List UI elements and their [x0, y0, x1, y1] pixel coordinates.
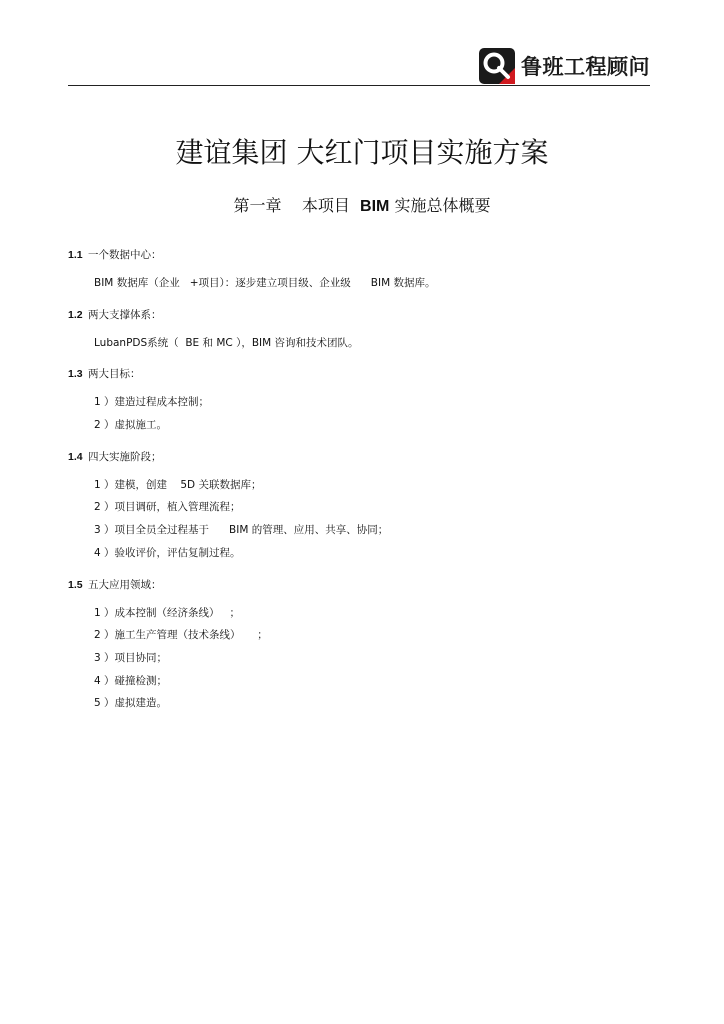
section-number: 1.2: [68, 308, 83, 321]
list-item: 4 ）验收评价，评估复制过程。: [94, 546, 241, 559]
section-heading: [68, 363, 650, 385]
section-heading-text: 两大支撑体系：: [87, 308, 162, 321]
section-1-4: [68, 446, 650, 565]
list-item: 3 ）项目全员全过程基于 BIM 的管理、应用、共享、协同；: [94, 524, 389, 537]
section-number: 1.3: [68, 368, 83, 381]
company-logo: [479, 48, 650, 84]
chapter-title-prefix: 第一章 本项目: [233, 196, 361, 215]
section-1-5: [68, 574, 650, 715]
logo-text: 鲁班工程顾问: [521, 55, 650, 79]
luban-logo-icon: [479, 48, 515, 84]
section-heading-text: 五大应用领域：: [87, 578, 162, 591]
list-item: BIM 数据库（企业 +项目）：逐步建立项目级、企业级 BIM 数据库。: [94, 277, 436, 289]
list-item: 1 ）建模，创建 5D 关联数据库；: [94, 478, 262, 491]
section-1-2: [68, 304, 650, 355]
section-body: [68, 602, 650, 715]
page-header: [68, 40, 650, 86]
section-body: [68, 474, 650, 565]
list-item: 3 ）项目协同；: [94, 651, 168, 664]
section-number: 1.1: [68, 249, 83, 261]
section-heading: [68, 574, 650, 596]
section-heading: [68, 304, 650, 326]
section-heading-text: 一个数据中心：: [87, 249, 162, 261]
list-item: 1 ）建造过程成本控制；: [94, 396, 210, 409]
document-title: 建谊集团 大红门项目实施方案: [175, 136, 549, 169]
section-body: [68, 391, 650, 436]
list-item: 1 ）成本控制（经济条线） ；: [94, 606, 241, 619]
chapter-title-bim: BIM: [360, 198, 390, 215]
header-divider: [68, 85, 650, 86]
list-item: 2 ）施工生产管理（技术条线） ；: [94, 629, 268, 642]
list-item: 2 ）项目调研，植入管理流程；: [94, 501, 241, 514]
section-number: 1.5: [68, 578, 83, 591]
section-number: 1.4: [68, 450, 83, 463]
section-1-1: [68, 244, 650, 295]
section-heading: [68, 446, 650, 468]
section-1-3: [68, 363, 650, 436]
section-heading-text: 四大实施阶段；: [87, 450, 162, 463]
list-item: 2 ）虚拟施工。: [94, 419, 168, 432]
chapter-title-suffix: 实施总体概要: [389, 196, 491, 215]
section-heading-text: 两大目标：: [87, 368, 141, 381]
chapter-title: [0, 194, 724, 219]
section-body: [68, 332, 650, 355]
document-body: [68, 244, 650, 724]
section-body: [68, 272, 650, 295]
section-heading: [68, 244, 650, 266]
list-item: 5 ）虚拟建造。: [94, 697, 168, 710]
list-item: 4 ）碰撞检测；: [94, 674, 168, 687]
list-item: LubanPDS系统（ BE 和 MC ），BIM 咨询和技术团队。: [94, 336, 359, 349]
